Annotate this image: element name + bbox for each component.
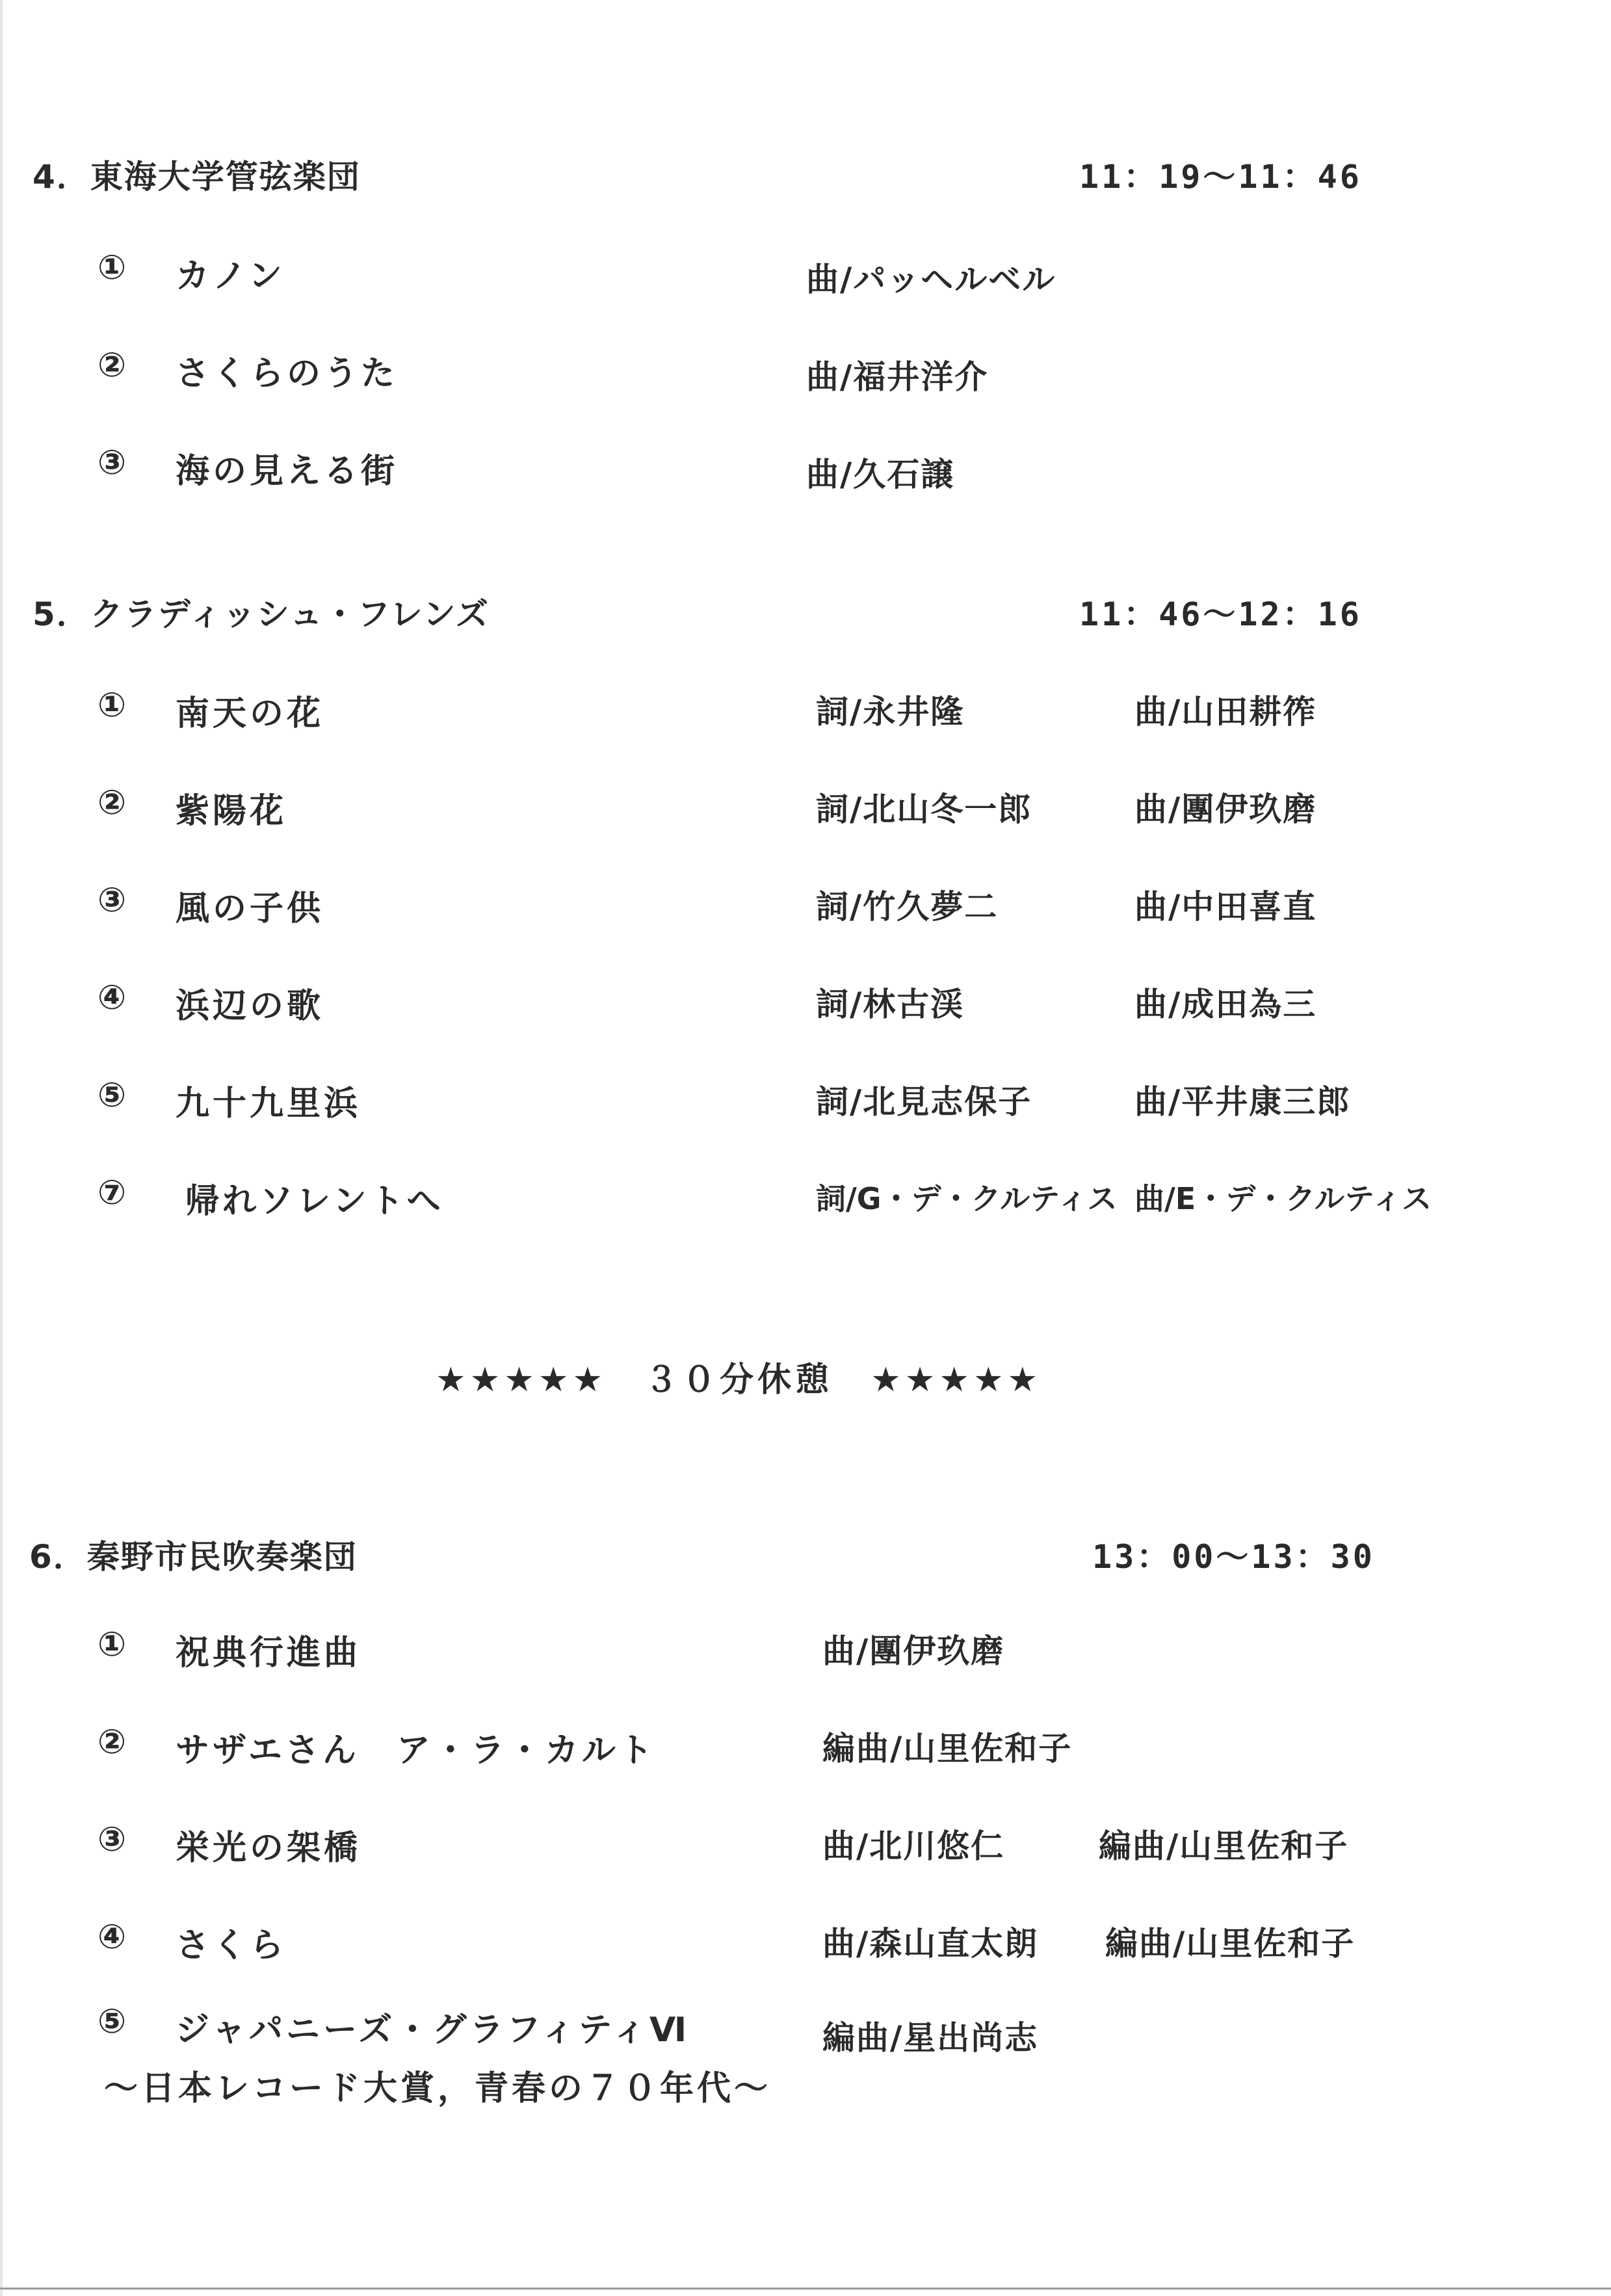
section-5-item-3-lyricist: 詞/竹久夢二 [816, 888, 999, 926]
section-6-item-2-arranger: 編曲/山里佐和子 [822, 1730, 1073, 1768]
section-4-heading: 4．東海大学管弦楽団 [33, 158, 361, 196]
section-6-item-1-title: 祝典行進曲 [176, 1634, 361, 1673]
section-6-item-5-subtitle: ～日本レコード大賞，青春の７０年代～ [104, 2069, 772, 2108]
section-4-item-1-composer: 曲/パッヘルベル [806, 261, 1056, 298]
intermission-banner: ★★★★★ ３０分休憩 ★★★★★ [436, 1361, 1042, 1400]
section-5-item-4-number: ④ [98, 978, 127, 1017]
section-5-item-5-title: 九十九里浜 [176, 1084, 361, 1123]
section-5-item-1-lyricist: 詞/永井隆 [816, 693, 965, 731]
section-5-heading: 5．クラディッシュ・フレンズ [33, 595, 490, 633]
section-4-item-3-number: ③ [98, 443, 127, 482]
section-5-item-3-title: 風の子供 [176, 889, 324, 928]
section-6-item-4-title: さくら [176, 1926, 287, 1965]
section-5-item-6-number: ⑦ [98, 1173, 127, 1212]
section-6-item-3-composer: 曲/北川悠仁 [822, 1827, 1005, 1865]
section-5-item-6-title: 帰れソレントへ [185, 1182, 444, 1221]
section-6-item-3-title: 栄光の架橋 [176, 1829, 361, 1868]
section-6-time: 13：00～13：30 [1092, 1538, 1375, 1576]
section-4-time: 11：19～11：46 [1079, 158, 1362, 196]
section-5-item-1-composer: 曲/山田耕筰 [1134, 693, 1317, 731]
section-4-item-1-number: ① [98, 248, 127, 287]
section-6-item-5-number: ⑤ [98, 2002, 127, 2041]
section-5-time: 11：46～12：16 [1079, 595, 1362, 633]
section-5-item-5-composer: 曲/平井康三郎 [1134, 1083, 1351, 1121]
section-6-item-3-arranger: 編曲/山里佐和子 [1099, 1827, 1349, 1865]
section-4-item-1-title: カノン [176, 257, 285, 296]
section-6-heading: 6．秦野市民吹奏楽団 [29, 1538, 358, 1576]
section-5-item-2-lyricist: 詞/北山冬一郎 [816, 790, 1032, 828]
section-4-item-3-composer: 曲/久石譲 [806, 456, 955, 493]
section-5-item-2-composer: 曲/團伊玖磨 [1134, 790, 1317, 828]
section-5-item-3-number: ③ [98, 881, 127, 920]
section-4-item-3-title: 海の見える街 [176, 452, 399, 491]
section-5-item-6-lyricist: 詞/G・デ・クルティス [816, 1181, 1118, 1216]
section-6-item-2-number: ② [98, 1723, 127, 1762]
section-5-item-5-number: ⑤ [98, 1076, 127, 1115]
section-5-item-5-lyricist: 詞/北見志保子 [816, 1083, 1032, 1121]
bottom-scan-line [0, 2288, 1611, 2289]
section-5-item-4-title: 浜辺の歌 [176, 987, 324, 1026]
section-5-item-6-composer: 曲/E・デ・クルティス [1134, 1181, 1432, 1216]
section-5-item-2-title: 紫陽花 [176, 792, 287, 831]
section-4-item-2-number: ② [98, 346, 127, 385]
section-5-item-2-number: ② [98, 783, 127, 822]
section-4-item-2-composer: 曲/福井洋介 [806, 358, 989, 396]
section-6-item-2-title: サザエさん ア・ラ・カルト [176, 1731, 656, 1770]
section-5-item-3-composer: 曲/中田喜直 [1134, 888, 1317, 926]
section-6-item-1-composer: 曲/團伊玖磨 [822, 1632, 1005, 1670]
section-6-item-3-number: ③ [98, 1820, 127, 1859]
section-6-item-5-title: ジャパニーズ・グラフィティⅥ [176, 2011, 690, 2050]
section-6-item-5-arranger: 編曲/星出尚志 [822, 2019, 1039, 2057]
section-6-item-4-composer: 曲/森山直太朗 [822, 1925, 1039, 1963]
section-5-item-1-title: 南天の花 [176, 694, 324, 733]
section-6-item-1-number: ① [98, 1625, 127, 1664]
section-5-item-4-lyricist: 詞/林古渓 [816, 985, 965, 1023]
section-5-item-1-number: ① [98, 686, 127, 725]
section-6-item-4-arranger: 編曲/山里佐和子 [1105, 1925, 1356, 1963]
section-5-item-4-composer: 曲/成田為三 [1134, 985, 1317, 1023]
section-6-item-4-number: ④ [98, 1918, 127, 1957]
scan-edge [0, 0, 3, 2296]
section-4-item-2-title: さくらのうた [176, 354, 399, 393]
